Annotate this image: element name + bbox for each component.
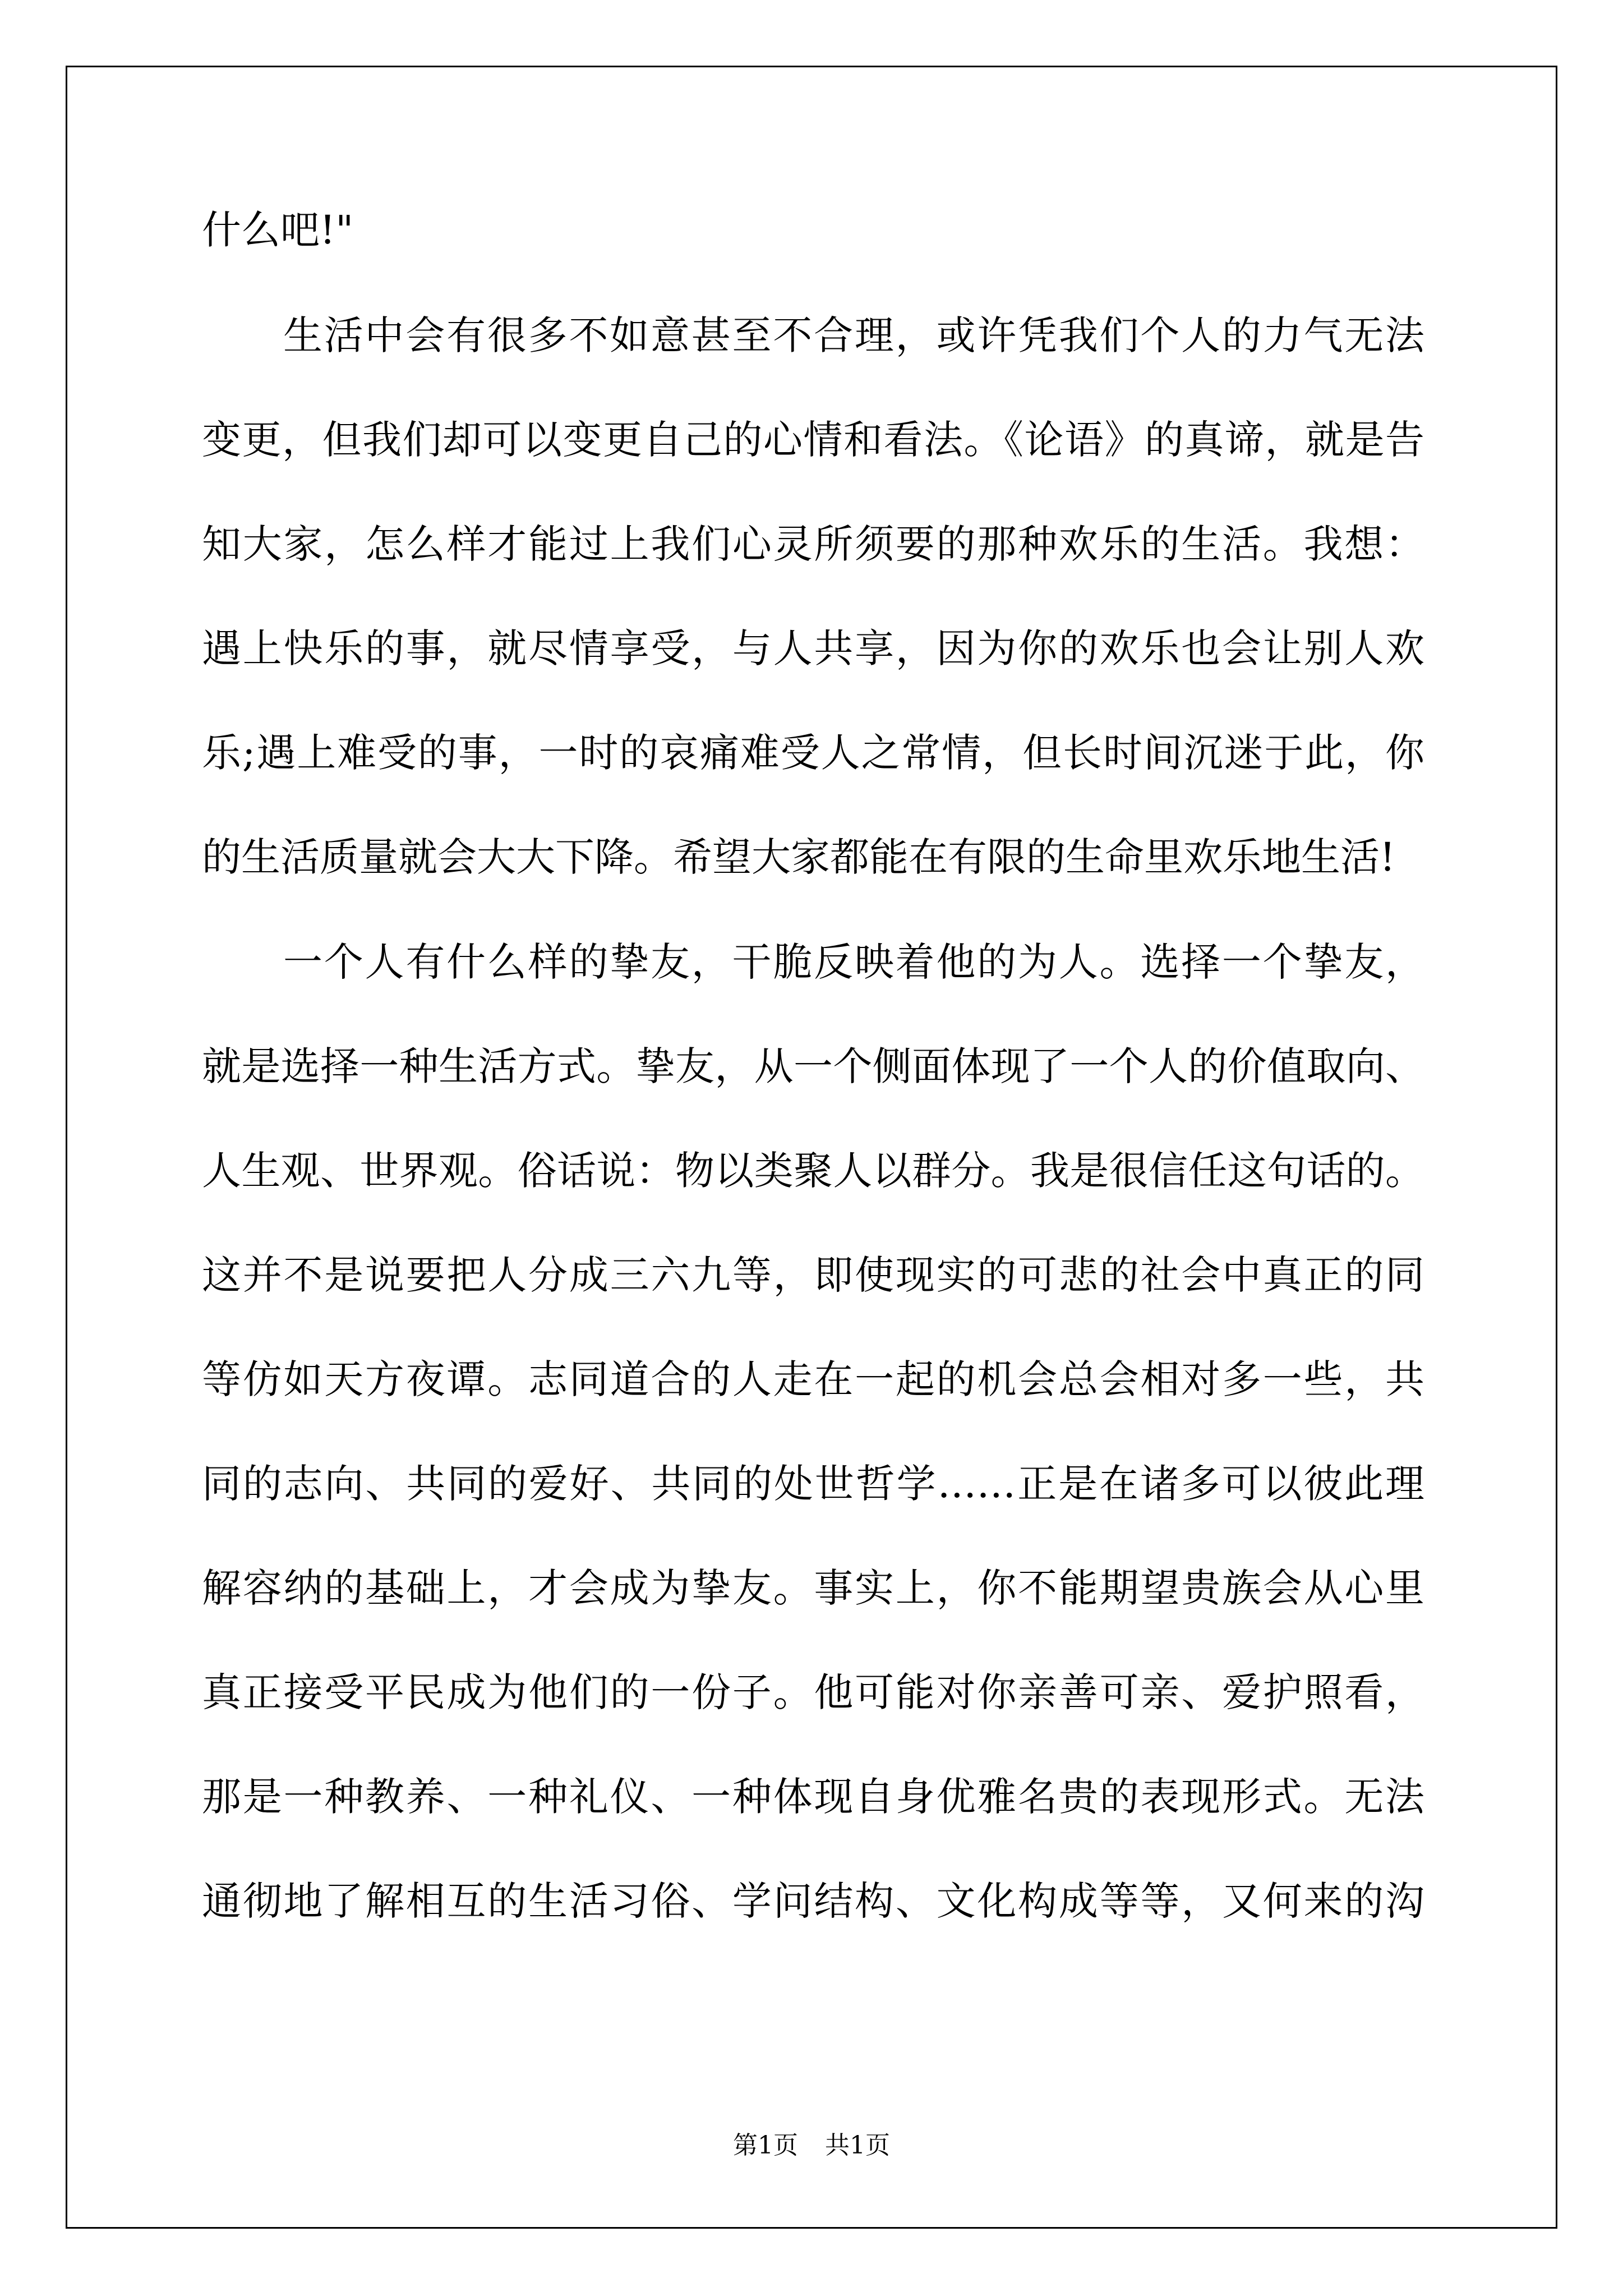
text-line: 真正接受平民成为他们的一份子。他可能对你亲善可亲、爱护照看， (202, 1669, 1424, 1715)
text-line: 什么吧!" (202, 207, 354, 253)
text-line: 知大家，怎么样才能过上我们心灵所须要的那种欢乐的生活。我想： (202, 521, 1424, 567)
page-footer (0, 2129, 1623, 2162)
text-line: 这并不是说要把人分成三六九等，即使现实的可悲的社会中真正的同 (202, 1252, 1424, 1298)
text-line: 同的志向、共同的爱好、共同的处世哲学……正是在诸多可以彼此理 (202, 1461, 1424, 1507)
text-line: 通彻地了解相互的生活习俗、学问结构、文化构成等等，又何来的沟 (202, 1878, 1424, 1924)
text-line: 等仿如天方夜谭。志同道合的人走在一起的机会总会相对多一些，共 (202, 1356, 1424, 1402)
text-line: 就是选择一种生活方式。挚友，从一个侧面体现了一个人的价值取向、 (202, 1043, 1424, 1089)
text-line: 解容纳的基础上，才会成为挚友。事实上，你不能期望贵族会从心里 (202, 1565, 1424, 1611)
text-line: 遇上快乐的事，就尽情享受，与人共享，因为你的欢乐也会让别人欢 (202, 625, 1424, 671)
text-line: 的生活质量就会大大下降。希望大家都能在有限的生命里欢乐地生活! (202, 834, 1396, 880)
page-total: 共1页 (825, 2131, 890, 2160)
text-line: 一个人有什么样的挚友，干脆反映着他的为人。选择一个挚友， (283, 939, 1424, 985)
text-line: 那是一种教养、一种礼仪、一种体现自身优雅名贵的表现形式。无法 (202, 1774, 1424, 1820)
text-line: 生活中会有很多不如意甚至不合理，或许凭我们个人的力气无法 (283, 312, 1424, 358)
text-line: 人生观、世界观。俗话说：物以类聚人以群分。我是很信任这句话的。 (202, 1148, 1424, 1194)
text-line: 变更，但我们却可以变更自己的心情和看法。《论语》的真谛，就是告 (202, 417, 1424, 463)
text-line: 乐;遇上难受的事，一时的哀痛难受人之常情，但长时间沉迷于此，你 (202, 730, 1424, 776)
page-number: 第1页 (733, 2131, 798, 2160)
